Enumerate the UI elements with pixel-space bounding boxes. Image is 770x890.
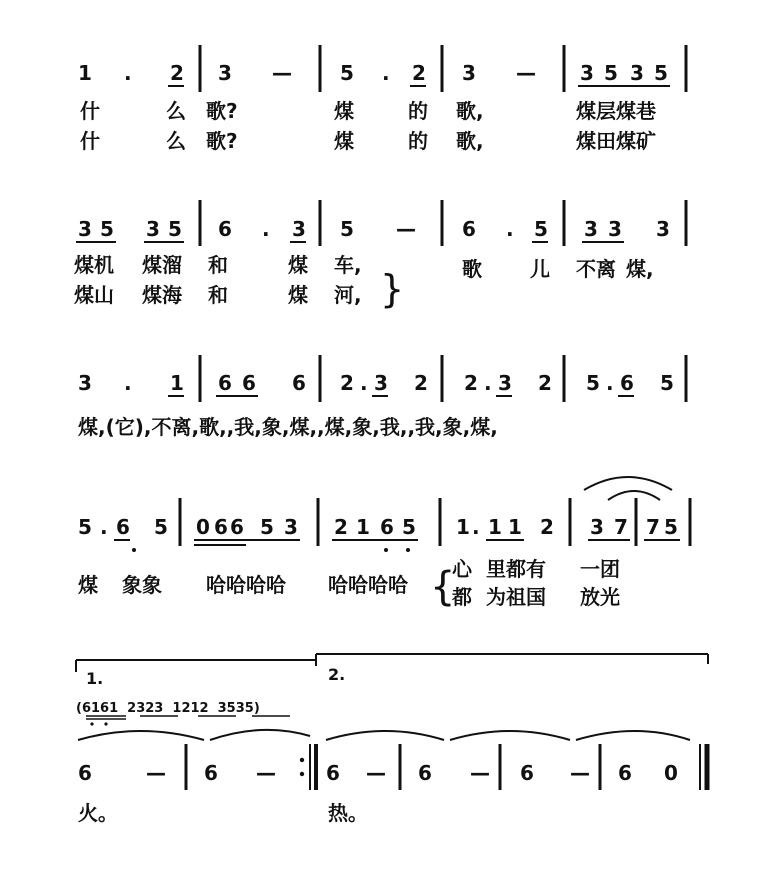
system-2 bbox=[73, 200, 686, 311]
lyric: 放光 bbox=[580, 585, 620, 609]
note: 6 bbox=[214, 515, 228, 539]
note: 3 bbox=[608, 217, 622, 241]
lyrics-row-2 bbox=[73, 253, 654, 311]
note-dash: — bbox=[256, 761, 276, 785]
note: 2 bbox=[414, 371, 428, 395]
note: 3 bbox=[218, 61, 232, 85]
notes-row-2 bbox=[78, 217, 670, 241]
note-dash: — bbox=[516, 61, 536, 85]
note: 6 bbox=[218, 217, 232, 241]
volta-brackets bbox=[76, 654, 708, 688]
system-1 bbox=[78, 45, 686, 153]
note: 6 bbox=[326, 761, 340, 785]
note: 1 bbox=[170, 371, 184, 395]
lyric: 歌, bbox=[456, 99, 484, 123]
note-dash: — bbox=[570, 761, 590, 785]
note: 2 bbox=[170, 61, 184, 85]
note: 6 bbox=[204, 761, 218, 785]
note: 5 bbox=[664, 515, 678, 539]
brace-left: { bbox=[430, 564, 456, 610]
note: 5 bbox=[100, 217, 114, 241]
lyric: 歌? bbox=[206, 99, 238, 123]
note: 3 bbox=[146, 217, 160, 241]
note: 5 bbox=[534, 217, 548, 241]
lyric: 火。 bbox=[78, 801, 118, 825]
lyric: 什 bbox=[80, 129, 100, 153]
ties-row-5 bbox=[78, 730, 690, 740]
note-dot: . bbox=[472, 515, 480, 539]
note: 5 bbox=[604, 61, 618, 85]
lyric: 哈哈哈哈 bbox=[328, 573, 408, 597]
note: 5 bbox=[168, 217, 182, 241]
system-4 bbox=[77, 477, 690, 610]
note-dot: . bbox=[484, 371, 492, 395]
note: 6 bbox=[418, 761, 432, 785]
note: 1 bbox=[508, 515, 522, 539]
note: 3 bbox=[580, 61, 594, 85]
note: 3 bbox=[630, 61, 644, 85]
volta-2-label: 2. bbox=[328, 665, 346, 684]
lyric: 歌? bbox=[206, 129, 238, 153]
note-dot: . bbox=[606, 371, 614, 395]
note: 2 bbox=[412, 61, 426, 85]
notes-row-1 bbox=[78, 61, 668, 85]
lyric: 么 bbox=[166, 129, 186, 153]
note: 5 bbox=[402, 515, 416, 539]
note-dash: — bbox=[396, 217, 416, 241]
note: 3 bbox=[462, 61, 476, 85]
lyric: 煤溜 bbox=[142, 253, 182, 277]
notes-row-3 bbox=[78, 371, 674, 395]
note: 3 bbox=[78, 217, 92, 241]
note-dot: . bbox=[506, 217, 514, 241]
note: 5 bbox=[340, 61, 354, 85]
lyric: 车, bbox=[334, 253, 362, 277]
note: 7 bbox=[614, 515, 628, 539]
lyric: 煤,(它),不离,歌,,我,象,煤,,煤,象,我,,我,象,煤, bbox=[78, 415, 498, 439]
note-dash: — bbox=[146, 761, 166, 785]
note: 5 bbox=[78, 515, 92, 539]
lyric: 煤, bbox=[626, 257, 654, 281]
note: 6 bbox=[462, 217, 476, 241]
interlude-notes: (6161 2323 1212 3535) bbox=[76, 701, 260, 716]
slurs-row-4 bbox=[584, 477, 672, 500]
note-dash: — bbox=[366, 761, 386, 785]
lyric: 和 bbox=[208, 253, 228, 277]
lyrics-row-3 bbox=[77, 415, 498, 439]
lyric: 心 bbox=[452, 557, 472, 581]
note-dot: . bbox=[124, 371, 132, 395]
notes-row-5 bbox=[78, 761, 678, 785]
note-dot: . bbox=[262, 217, 270, 241]
system-3 bbox=[77, 355, 686, 439]
note: 0 bbox=[664, 761, 678, 785]
note: 3 bbox=[590, 515, 604, 539]
note: 5 bbox=[660, 371, 674, 395]
lyric: 儿 bbox=[530, 257, 550, 281]
note: 6 bbox=[242, 371, 256, 395]
note: 2 bbox=[540, 515, 554, 539]
lyric: 么 bbox=[166, 99, 186, 123]
lyric: 煤 bbox=[334, 99, 354, 123]
octave-dots-row-4 bbox=[132, 548, 410, 552]
note: 6 bbox=[520, 761, 534, 785]
lyric: 都 bbox=[452, 585, 472, 609]
lyric: 不离 bbox=[576, 257, 616, 281]
note: 6 bbox=[230, 515, 244, 539]
lyric: 哈哈哈哈 bbox=[206, 573, 286, 597]
lyric: 象象 bbox=[122, 573, 162, 597]
note: 3 bbox=[584, 217, 598, 241]
note: 7 bbox=[646, 515, 660, 539]
lyric: 什 bbox=[80, 99, 100, 123]
note: 3 bbox=[284, 515, 298, 539]
note-dash: — bbox=[272, 61, 292, 85]
lyrics-row-4 bbox=[77, 557, 620, 610]
note: 3 bbox=[374, 371, 388, 395]
lyric: 煤 bbox=[78, 573, 98, 597]
note: 3 bbox=[292, 217, 306, 241]
note: 5 bbox=[654, 61, 668, 85]
note: 6 bbox=[218, 371, 232, 395]
note: 2 bbox=[334, 515, 348, 539]
lyric: 里都有 bbox=[486, 557, 546, 581]
note: 2 bbox=[340, 371, 354, 395]
lyrics-row-1 bbox=[80, 99, 656, 153]
note: 5 bbox=[340, 217, 354, 241]
note-dot: . bbox=[124, 61, 132, 85]
note: 6 bbox=[116, 515, 130, 539]
lyric: 煤机 bbox=[74, 253, 114, 277]
note-dot: . bbox=[360, 371, 368, 395]
note-dot: . bbox=[382, 61, 390, 85]
lyric: 煤层煤巷 bbox=[576, 99, 656, 123]
note: 3 bbox=[498, 371, 512, 395]
lyric: 煤 bbox=[288, 283, 308, 307]
lyric: 歌 bbox=[462, 257, 482, 281]
note: 2 bbox=[464, 371, 478, 395]
lyric: 煤 bbox=[288, 253, 308, 277]
note: 3 bbox=[656, 217, 670, 241]
note: 5 bbox=[586, 371, 600, 395]
lyric: 煤山 bbox=[74, 283, 114, 307]
lyric: 一团 bbox=[580, 557, 620, 581]
lyric: 为祖国 bbox=[486, 585, 546, 609]
system-5 bbox=[76, 654, 708, 825]
lyric: 歌, bbox=[456, 129, 484, 153]
note: 6 bbox=[618, 761, 632, 785]
note: 5 bbox=[260, 515, 274, 539]
note: 0 bbox=[196, 515, 210, 539]
note: 6 bbox=[78, 761, 92, 785]
lyrics-row-5 bbox=[78, 801, 368, 825]
note: 6 bbox=[292, 371, 306, 395]
note: 1 bbox=[78, 61, 92, 85]
lyric: 煤 bbox=[334, 129, 354, 153]
notes-row-4 bbox=[78, 515, 678, 539]
interlude bbox=[76, 701, 290, 726]
volta-1-label: 1. bbox=[86, 669, 104, 688]
note: 6 bbox=[620, 371, 634, 395]
note: 1 bbox=[488, 515, 502, 539]
note: 1 bbox=[356, 515, 370, 539]
underlines-row-4 bbox=[114, 540, 680, 545]
note: 6 bbox=[380, 515, 394, 539]
brace-right: } bbox=[380, 267, 405, 311]
lyric: 的 bbox=[408, 99, 428, 123]
note-dot: . bbox=[100, 515, 108, 539]
lyric: 河, bbox=[334, 283, 362, 307]
note: 3 bbox=[78, 371, 92, 395]
note-dash: — bbox=[470, 761, 490, 785]
note: 2 bbox=[538, 371, 552, 395]
note: 5 bbox=[154, 515, 168, 539]
lyric: 的 bbox=[408, 129, 428, 153]
lyric: 煤海 bbox=[142, 283, 182, 307]
lyric: 热。 bbox=[328, 801, 368, 825]
note: 1 bbox=[456, 515, 470, 539]
lyric: 和 bbox=[208, 283, 228, 307]
lyric: 煤田煤矿 bbox=[576, 129, 656, 153]
